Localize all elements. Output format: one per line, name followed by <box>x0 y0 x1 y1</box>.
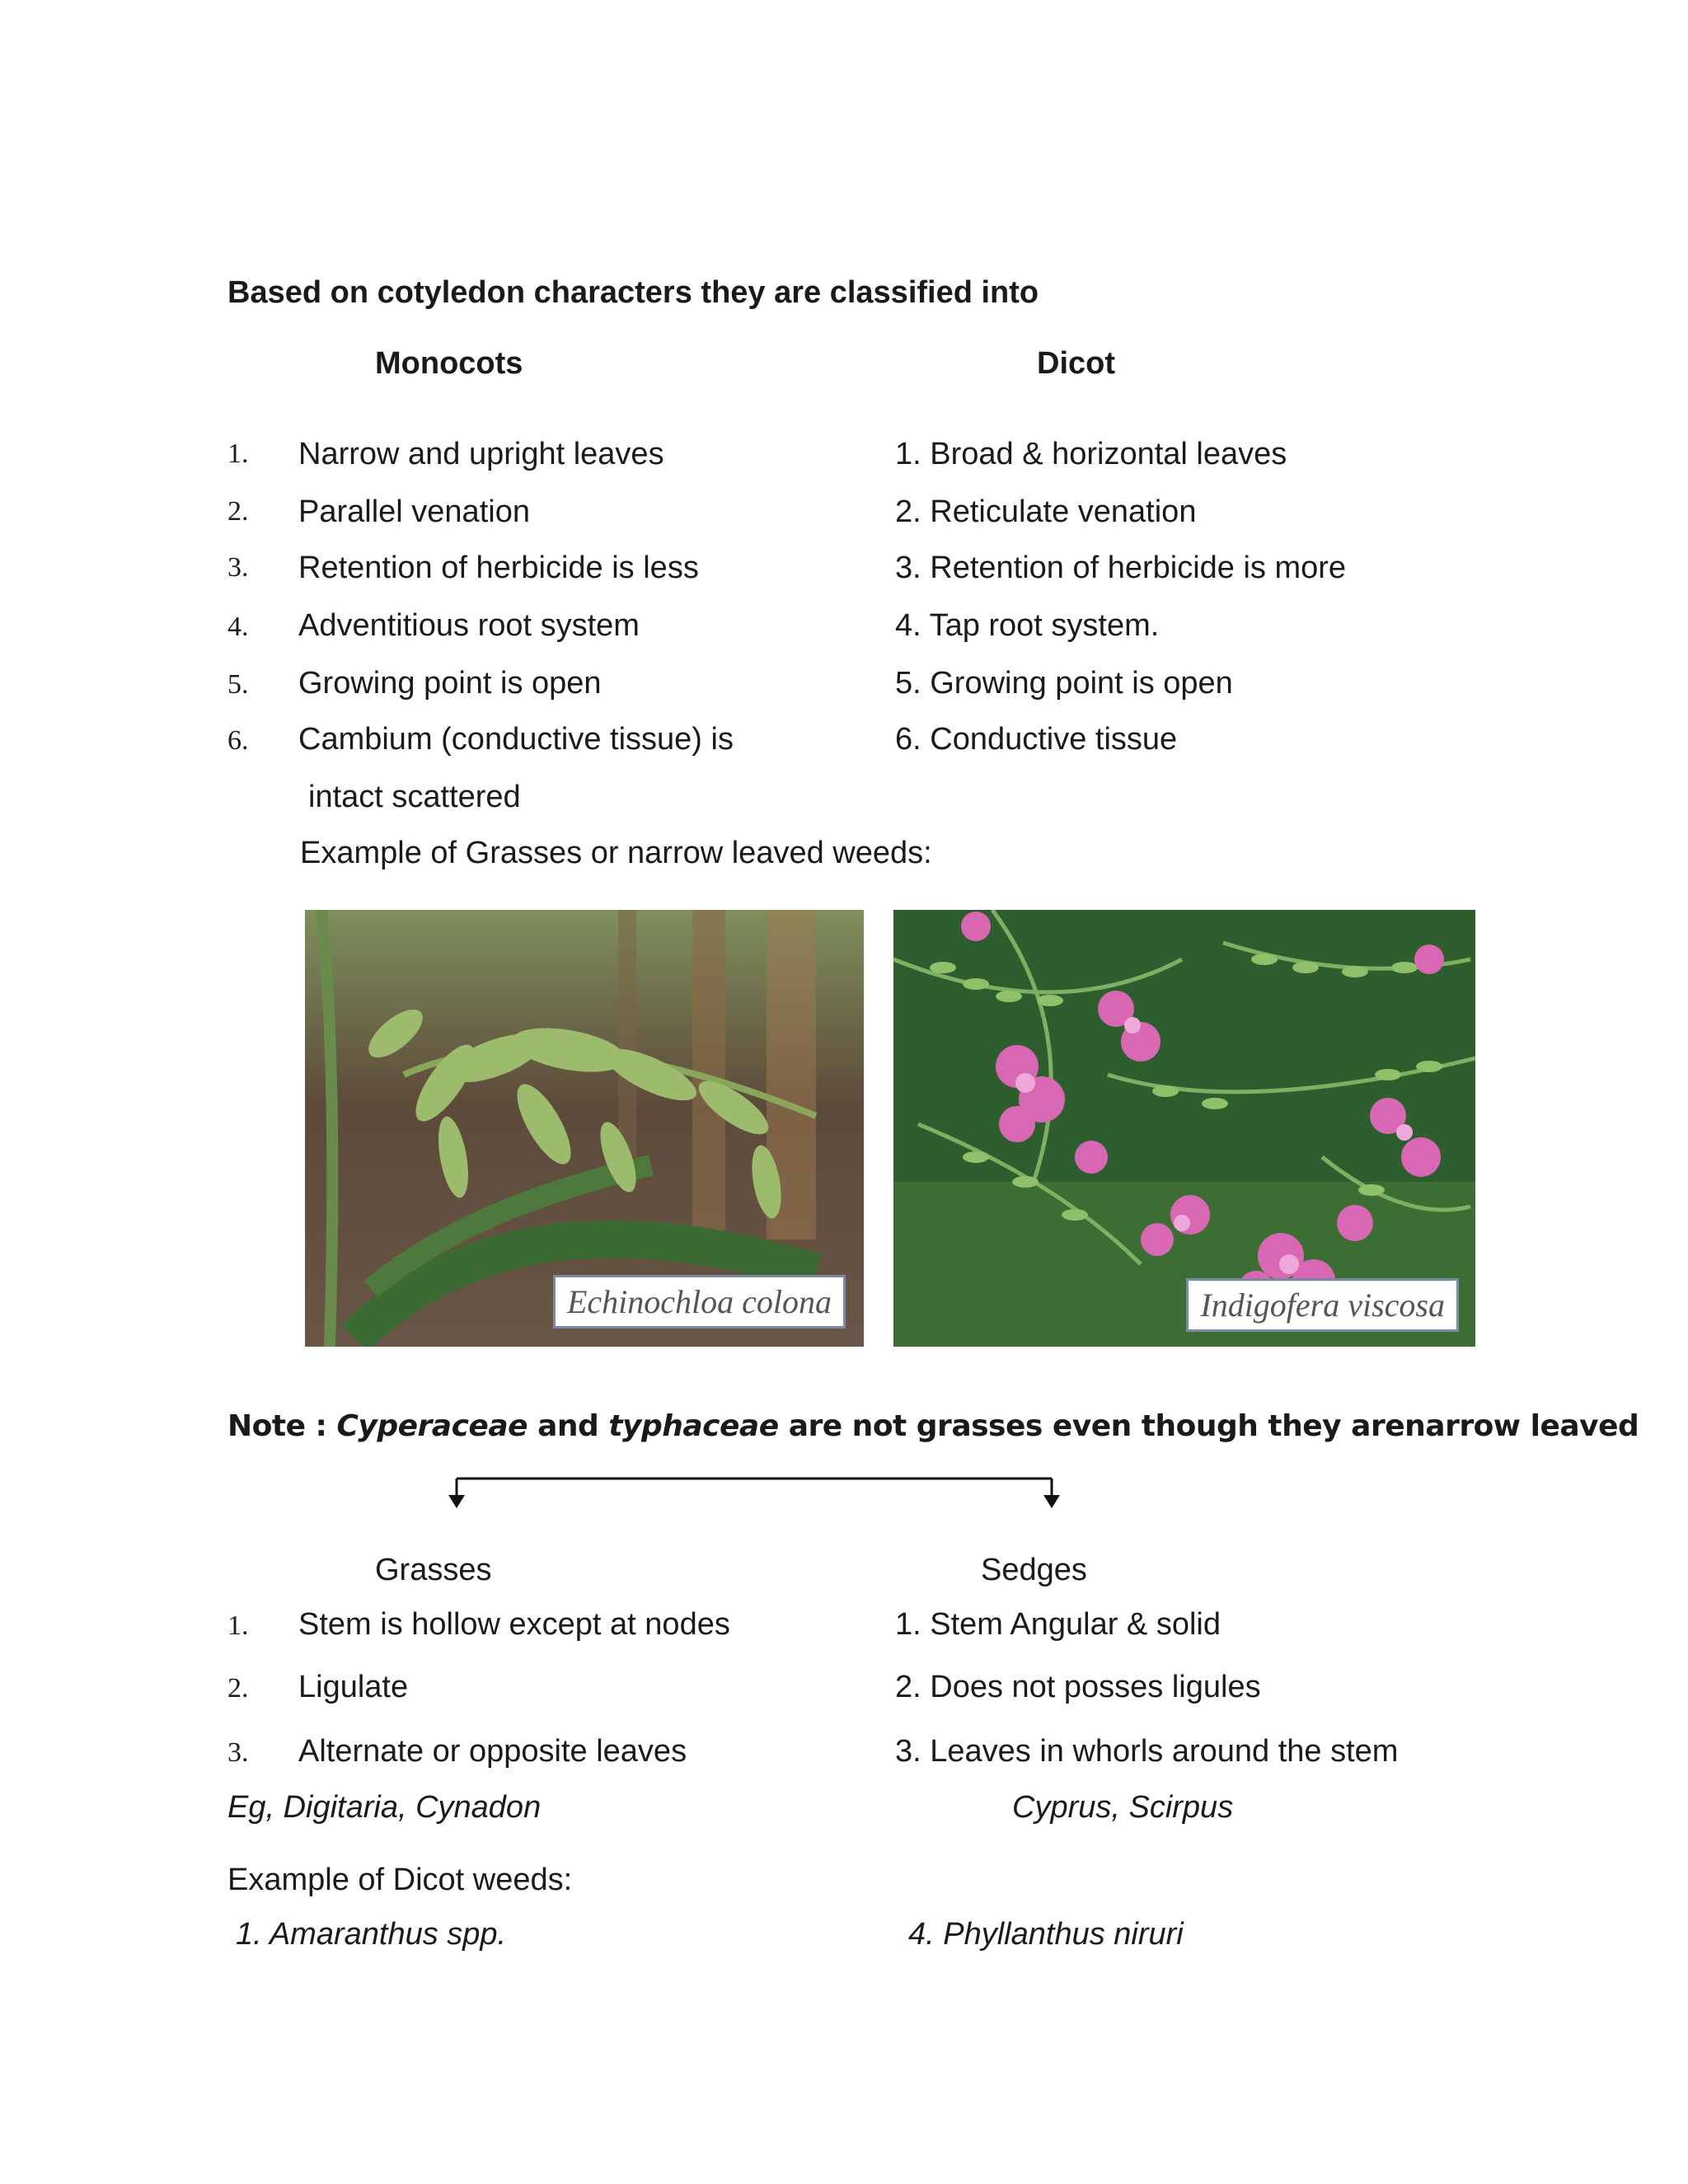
sedges-heading: Sedges <box>981 1553 1087 1587</box>
row-number: 3. <box>227 552 249 583</box>
note-term-cyperaceae: Cyperaceae <box>336 1409 528 1443</box>
trait-continuation: intact scattered <box>308 780 521 814</box>
note-text <box>227 1409 1639 1443</box>
indigofera-caption: Indigofera viscosa <box>1186 1278 1459 1332</box>
row-number: 3. <box>227 1737 249 1768</box>
monocot-trait: Cambium (conductive tissue) is <box>298 722 734 757</box>
page-heading: Based on cotyledon characters they are classified into <box>227 275 1039 310</box>
echinochloa-caption: Echinochloa colona <box>553 1275 846 1329</box>
sedge-trait: 3. Leaves in whorls around the stem <box>895 1734 1399 1769</box>
grasses-heading: Grasses <box>375 1553 492 1587</box>
monocot-trait: Adventitious root system <box>298 608 640 643</box>
row-number: 2. <box>227 496 249 527</box>
dicot-trait: 3. Retention of herbicide is more <box>895 551 1347 585</box>
sedge-trait: 1. Stem Angular & solid <box>895 1607 1221 1642</box>
dicot-trait: 5. Growing point is open <box>895 666 1233 701</box>
row-number: 1. <box>227 1610 249 1641</box>
row-number: 6. <box>227 725 249 756</box>
grass-trait: Ligulate <box>298 1670 409 1704</box>
example-grasses-label: Example of Grasses or narrow leaved weeds: <box>300 836 932 870</box>
note-mid: and <box>528 1409 609 1443</box>
row-number: 1. <box>227 438 249 469</box>
monocot-trait: Retention of herbicide is less <box>298 551 699 585</box>
dicot-weed-item-4: 4. Phyllanthus niruri <box>908 1917 1184 1952</box>
grass-trait: Stem is hollow except at nodes <box>298 1607 730 1642</box>
dicot-trait: 6. Conductive tissue <box>895 722 1178 757</box>
row-number: 5. <box>227 669 249 700</box>
sedge-examples: Cyprus, Scirpus <box>1012 1790 1234 1825</box>
dicot-trait: 1. Broad & horizontal leaves <box>895 437 1287 471</box>
dicot-trait: 2. Reticulate venation <box>895 494 1197 529</box>
monocot-trait: Narrow and upright leaves <box>298 437 664 471</box>
sedge-trait: 2. Does not posses ligules <box>895 1670 1261 1704</box>
example-dicot-label: Example of Dicot weeds: <box>227 1863 573 1897</box>
echinochloa-photo <box>305 910 864 1347</box>
dicot-weed-item-1: 1. Amaranthus spp. <box>236 1917 507 1952</box>
monocots-heading: Monocots <box>375 346 523 381</box>
dicot-heading: Dicot <box>1037 346 1115 381</box>
grass-examples: Eg, Digitaria, Cynadon <box>227 1790 542 1825</box>
row-number: 2. <box>227 1673 249 1704</box>
indigofera-photo <box>893 910 1475 1347</box>
dicot-trait: 4. Tap root system. <box>895 608 1160 643</box>
note-term-typhaceae: typhaceae <box>608 1409 779 1443</box>
monocot-trait: Growing point is open <box>298 666 602 701</box>
note-suffix: are not grasses even though they arenarrow leaved <box>778 1409 1639 1443</box>
note-prefix: Note : <box>227 1409 337 1443</box>
grass-trait: Alternate or opposite leaves <box>298 1734 687 1769</box>
monocot-trait: Parallel venation <box>298 494 530 529</box>
row-number: 4. <box>227 612 249 642</box>
branch-arrow-connector <box>445 1472 1071 1513</box>
